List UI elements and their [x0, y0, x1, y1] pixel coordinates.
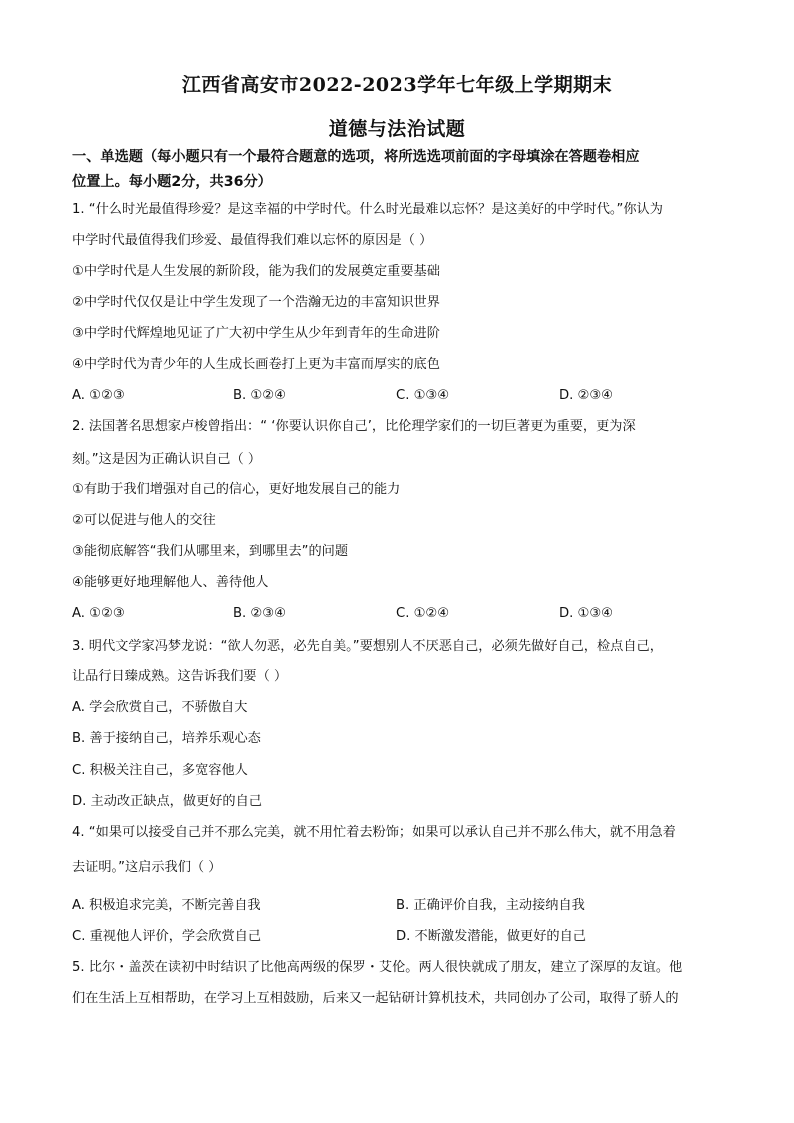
- q1-statement-4: ④中学时代为青少年的人生成长画卷打上更为丰富而厚实的底色: [72, 357, 440, 372]
- q1-option-b: B. ①②④: [233, 388, 286, 403]
- q1-stem-line2: 中学时代最值得我们珍爱、最值得我们难以忘怀的原因是（ ）: [72, 233, 433, 248]
- q1-statement-3: ③中学时代辉煌地见证了广大初中学生从少年到青年的生命进阶: [72, 326, 440, 341]
- exam-subtitle: 道德与法治试题: [328, 118, 466, 140]
- q2-option-a: A. ①②③: [72, 606, 125, 621]
- q1-statement-1: ①中学时代是人生发展的新阶段，能为我们的发展奠定重要基础: [72, 264, 440, 279]
- q2-option-b: B. ②③④: [233, 606, 286, 621]
- q2-stem-line2: 刻。”这是因为正确认识自己（ ）: [72, 452, 262, 467]
- q4-stem-line2: 去证明。”这启示我们（ ）: [72, 860, 222, 875]
- q2-option-d: D. ①③④: [559, 606, 614, 621]
- q4-option-d: D. 不断激发潜能，做更好的自己: [396, 929, 586, 944]
- q1-option-d: D. ②③④: [559, 388, 614, 403]
- q5-stem-line1: 5. 比尔・盖茨在读初中时结识了比他高两级的保罗・艾伦。两人很快就成了朋友，建立了深厚的友谊。他: [72, 960, 683, 975]
- q2-statement-1: ①有助于我们增强对自己的信心，更好地发展自己的能力: [72, 482, 401, 497]
- q2-statement-4: ④能够更好地理解他人、善待他人: [72, 575, 269, 590]
- section-heading-line1: 一、单选题（每小题只有一个最符合题意的选项，将所选选项前面的字母填涂在答题卷相应: [72, 149, 640, 165]
- q3-stem-line1: 3. 明代文学家冯梦龙说：“欲人勿恶，必先自美。”要想别人不厌恶自己，必须先做好自己，检点自己，: [72, 639, 663, 654]
- q5-stem-line2: 们在生活上互相帮助，在学习上互相鼓励，后来又一起钻研计算机技术，共同创办了公司，取得了骄人的: [72, 991, 679, 1006]
- q2-stem-line1: 2. 法国著名思想家卢梭曾指出：“ ‘你要认识你自己’，比伦理学家们的一切巨著更为重要，更为深: [72, 419, 636, 434]
- q4-option-b: B. 正确评价自我，主动接纳自我: [396, 898, 585, 913]
- q2-statement-3: ③能彻底解答“我们从哪里来，到哪里去”的问题: [72, 544, 349, 559]
- q1-stem-line1: 1. “什么时光最值得珍爱？是这幸福的中学时代。什么时光最难以忘怀？是这美好的中学时代。”你认为: [72, 202, 663, 217]
- q3-option-b: B. 善于接纳自己，培养乐观心态: [72, 731, 261, 746]
- section-heading-line2: 位置上。每小题2分，共36分）: [72, 174, 272, 190]
- exam-title: 江西省高安市2022-2023学年七年级上学期期末: [181, 74, 613, 96]
- q1-option-a: A. ①②③: [72, 388, 125, 403]
- q2-statement-2: ②可以促进与他人的交往: [72, 513, 216, 528]
- q4-stem-line1: 4. “如果可以接受自己并不那么完美，就不用忙着去粉饰；如果可以承认自己并不那么伟大，就不用急着: [72, 825, 676, 840]
- q4-option-c: C. 重视他人评价，学会欣赏自己: [72, 929, 262, 944]
- q3-option-c: C. 积极关注自己，多宽容他人: [72, 763, 248, 778]
- q3-option-a: A. 学会欣赏自己，不骄傲自大: [72, 700, 248, 715]
- q1-statement-2: ②中学时代仅仅是让中学生发现了一个浩瀚无边的丰富知识世界: [72, 295, 440, 310]
- q4-option-a: A. 积极追求完美，不断完善自我: [72, 898, 261, 913]
- q2-option-c: C. ①②④: [396, 606, 450, 621]
- q1-option-c: C. ①③④: [396, 388, 450, 403]
- q3-option-d: D. 主动改正缺点，做更好的自己: [72, 794, 262, 809]
- q3-stem-line2: 让品行日臻成熟。这告诉我们要（ ）: [72, 669, 288, 684]
